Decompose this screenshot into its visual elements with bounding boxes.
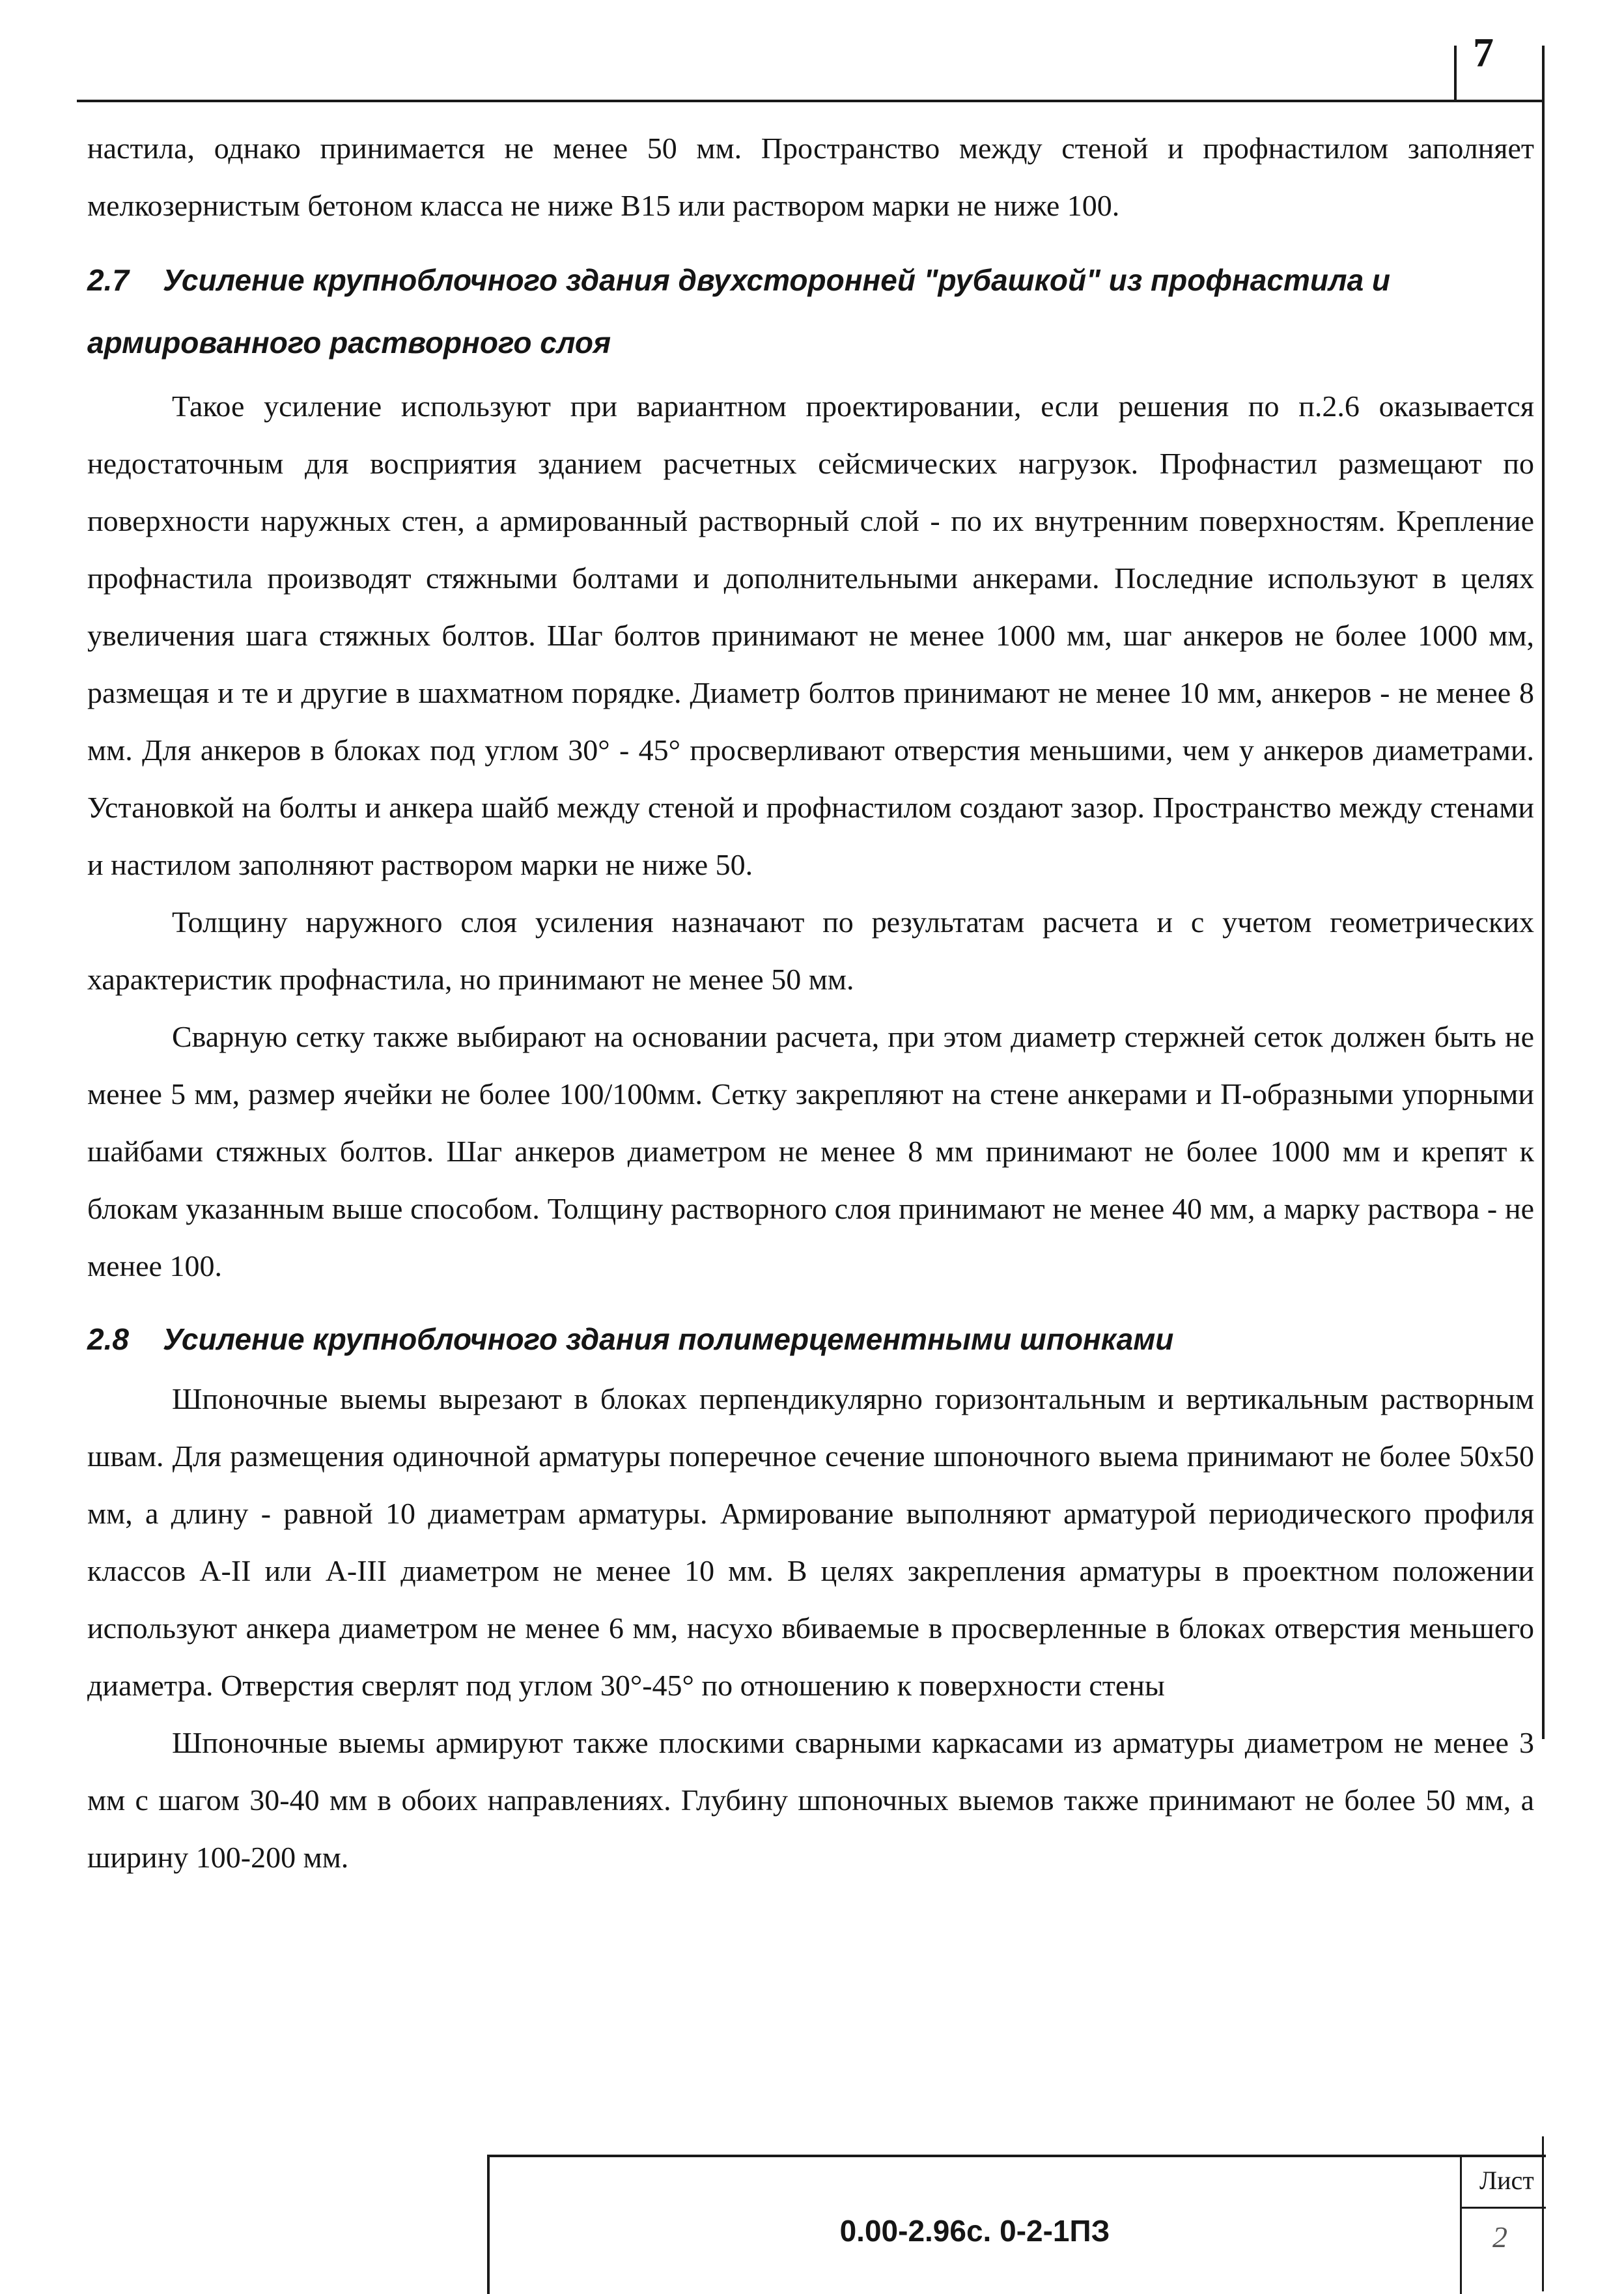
page-number-frame [1454, 46, 1457, 102]
section-2-7-number: 2.7 [87, 263, 129, 297]
stamp-sheet-separator [1460, 2207, 1546, 2209]
section-2-7-title: Усиление крупноблочного здания двухсторонней "рубашкой" из профнастила и армированного растворного слоя [87, 263, 1391, 360]
right-frame-line [1542, 46, 1545, 1739]
title-block-stamp [487, 2155, 1546, 2294]
sheet-label: Лист [1479, 2166, 1534, 2195]
header-rule [77, 100, 1545, 102]
section-2-7-paragraph-2: Толщину наружного слоя усиления назначают по результатам расчета и с учетом геометрических характеристик профнастила, но принимают не менее 50 мм. [87, 905, 1534, 996]
intro-paragraph: настила, однако принимается не менее 50 мм. Пространство между стеной и профнастилом заполняет мелкозернистым бетоном класса не ниже B15 или раствором марки не ниже 100. [87, 132, 1534, 222]
section-2-7-paragraph-3: Сварную сетку также выбирают на основании расчета, при этом диаметр стержней сеток должен быть не менее 5 мм, размер ячейки не более 100/100мм. Сетку закрепляют на стене анкерами и П-образными упорными шайбами стяжных болтов. Шаг анкеров диаметром не менее 8 мм принимают не более 1000 мм и крепят к блокам указанным выше способом. Толщину растворного слоя принимают не менее 40 мм, а марку раствора - не менее 100. [87, 1020, 1534, 1282]
section-2-8-number: 2.8 [87, 1322, 129, 1356]
document-code: 0.00-2.96с. 0-2-1ПЗ [839, 2214, 1110, 2248]
sheet-number: 2 [1492, 2220, 1507, 2254]
section-2-8-title: Усиление крупноблочного здания полимерцементными шпонками [163, 1322, 1174, 1356]
page-body [87, 120, 1534, 1886]
section-2-7-paragraph-1: Такое усиление используют при вариантном проектировании, если решения по п.2.6 оказывается недостаточным для восприятия зданием расчетных сейсмических нагрузок. Профнастил размещают по поверхности наружных стен, а армированный растворный слой - по их внутренним поверхностям. Крепление профнастила производят стяжными болтами и дополнительными анкерами. Последние используют в целях увеличения шага стяжных болтов. Шаг болтов принимают не менее 1000 мм, шаг анкеров не более 1000 мм, размещая и те и другие в шахматном порядке. Диаметр болтов принимают не менее 10 мм, анкеров - не менее 8 мм. Для анкеров в блоках под углом 30° - 45° просверливают отверстия меньшими, чем у анкеров диаметрами. Установкой на болты и анкера шайб между стеной и профнастилом создают зазор. Пространство между стенами и настилом заполняют раствором марки не ниже 50. [87, 389, 1534, 881]
section-2-8-heading [87, 1308, 1534, 1370]
section-2-7-heading [87, 249, 1534, 374]
section-2-8-paragraph-2: Шпоночные выемы армируют также плоскими сварными каркасами из арматуры диаметром не менее 3 мм с шагом 30-40 мм в обоих направлениях. Глубину шпоночных выемов также принимают не более 50 мм, а ширину 100-200 мм. [87, 1726, 1534, 1874]
page-number: 7 [1473, 29, 1494, 76]
stamp-divider [1460, 2157, 1462, 2294]
section-2-8-paragraph-1: Шпоночные выемы вырезают в блоках перпендикулярно горизонтальным и вертикальным растворным швам. Для размещения одиночной арматуры поперечное сечение шпоночного выема принимают не более 50x50 мм, а длину - равной 10 диаметрам арматуры. Армирование выполняют арматурой периодического профиля классов А-II или А-III диаметром не менее 10 мм. В целях закрепления арматуры в проектном положении используют анкера диаметром не менее 6 мм, насухо вбиваемые в просверленные в блоках отверстия меньшего диаметра. Отверстия сверлят под углом 30°-45° по отношению к поверхности стены [87, 1382, 1534, 1702]
